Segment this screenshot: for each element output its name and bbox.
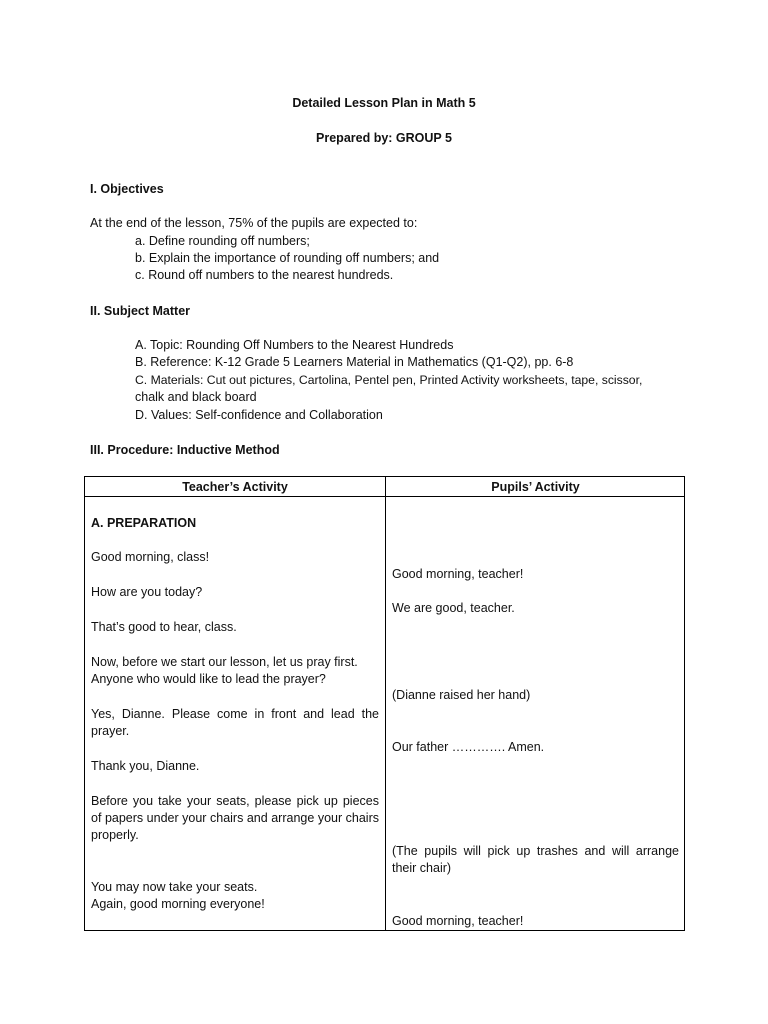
teacher-line: How are you today?: [91, 585, 203, 599]
column-divider: [385, 477, 386, 930]
pupil-line: We are good, teacher.: [392, 601, 515, 615]
table-header-pupils: Pupils’ Activity: [491, 480, 580, 494]
prepared-by: Prepared by: GROUP 5: [316, 131, 452, 145]
teacher-line: Thank you, Dianne.: [91, 759, 200, 773]
teacher-line: You may now take your seats.: [91, 880, 258, 894]
procedure-heading: III. Procedure: Inductive Method: [90, 443, 280, 457]
header-divider: [85, 496, 684, 497]
subject-item-materials: C. Materials: Cut out pictures, Cartolina, Pentel pen, Printed Activity worksheets, tape, scissor,: [135, 373, 643, 387]
pupil-line: Good morning, teacher!: [392, 567, 524, 581]
teacher-line: That’s good to hear, class.: [91, 620, 237, 634]
subject-item-topic: A. Topic: Rounding Off Numbers to the Nearest Hundreds: [135, 338, 454, 352]
teacher-line: Now, before we start our lesson, let us pray first. Anyone who would like to lead the prayer?: [91, 655, 358, 686]
document-title: Detailed Lesson Plan in Math 5: [292, 96, 476, 110]
pupil-line: Good morning, teacher!: [392, 914, 524, 928]
pupil-line: (The pupils will pick up trashes and will arrange their chair): [392, 844, 679, 875]
objectives-intro: At the end of the lesson, 75% of the pupils are expected to:: [90, 216, 418, 230]
teacher-line: Yes, Dianne. Please come in front and lead the prayer.: [91, 707, 379, 738]
objective-item: c. Round off numbers to the nearest hundreds.: [135, 268, 394, 282]
subject-matter-heading: II. Subject Matter: [90, 304, 191, 318]
section-preparation: A. PREPARATION: [91, 516, 197, 530]
subject-item-materials-cont: chalk and black board: [135, 390, 257, 404]
objective-item: b. Explain the importance of rounding off numbers; and: [135, 251, 440, 265]
activity-table: [84, 476, 685, 931]
teacher-line: Good morning, class!: [91, 550, 210, 564]
teacher-line: Again, good morning everyone!: [91, 897, 265, 911]
objectives-heading: I. Objectives: [90, 182, 164, 196]
pupil-line: Our father …………. Amen.: [392, 740, 545, 754]
objective-item: a. Define rounding off numbers;: [135, 234, 310, 248]
table-header-teacher: Teacher’s Activity: [182, 480, 288, 494]
teacher-line: Before you take your seats, please pick up pieces of papers under your chairs and arrange your chairs properly.: [91, 794, 379, 842]
subject-item-values: D. Values: Self-confidence and Collaboration: [135, 408, 383, 422]
subject-item-reference: B. Reference: K-12 Grade 5 Learners Material in Mathematics (Q1-Q2), pp. 6-8: [135, 355, 574, 369]
pupil-line: (Dianne raised her hand): [392, 688, 531, 702]
